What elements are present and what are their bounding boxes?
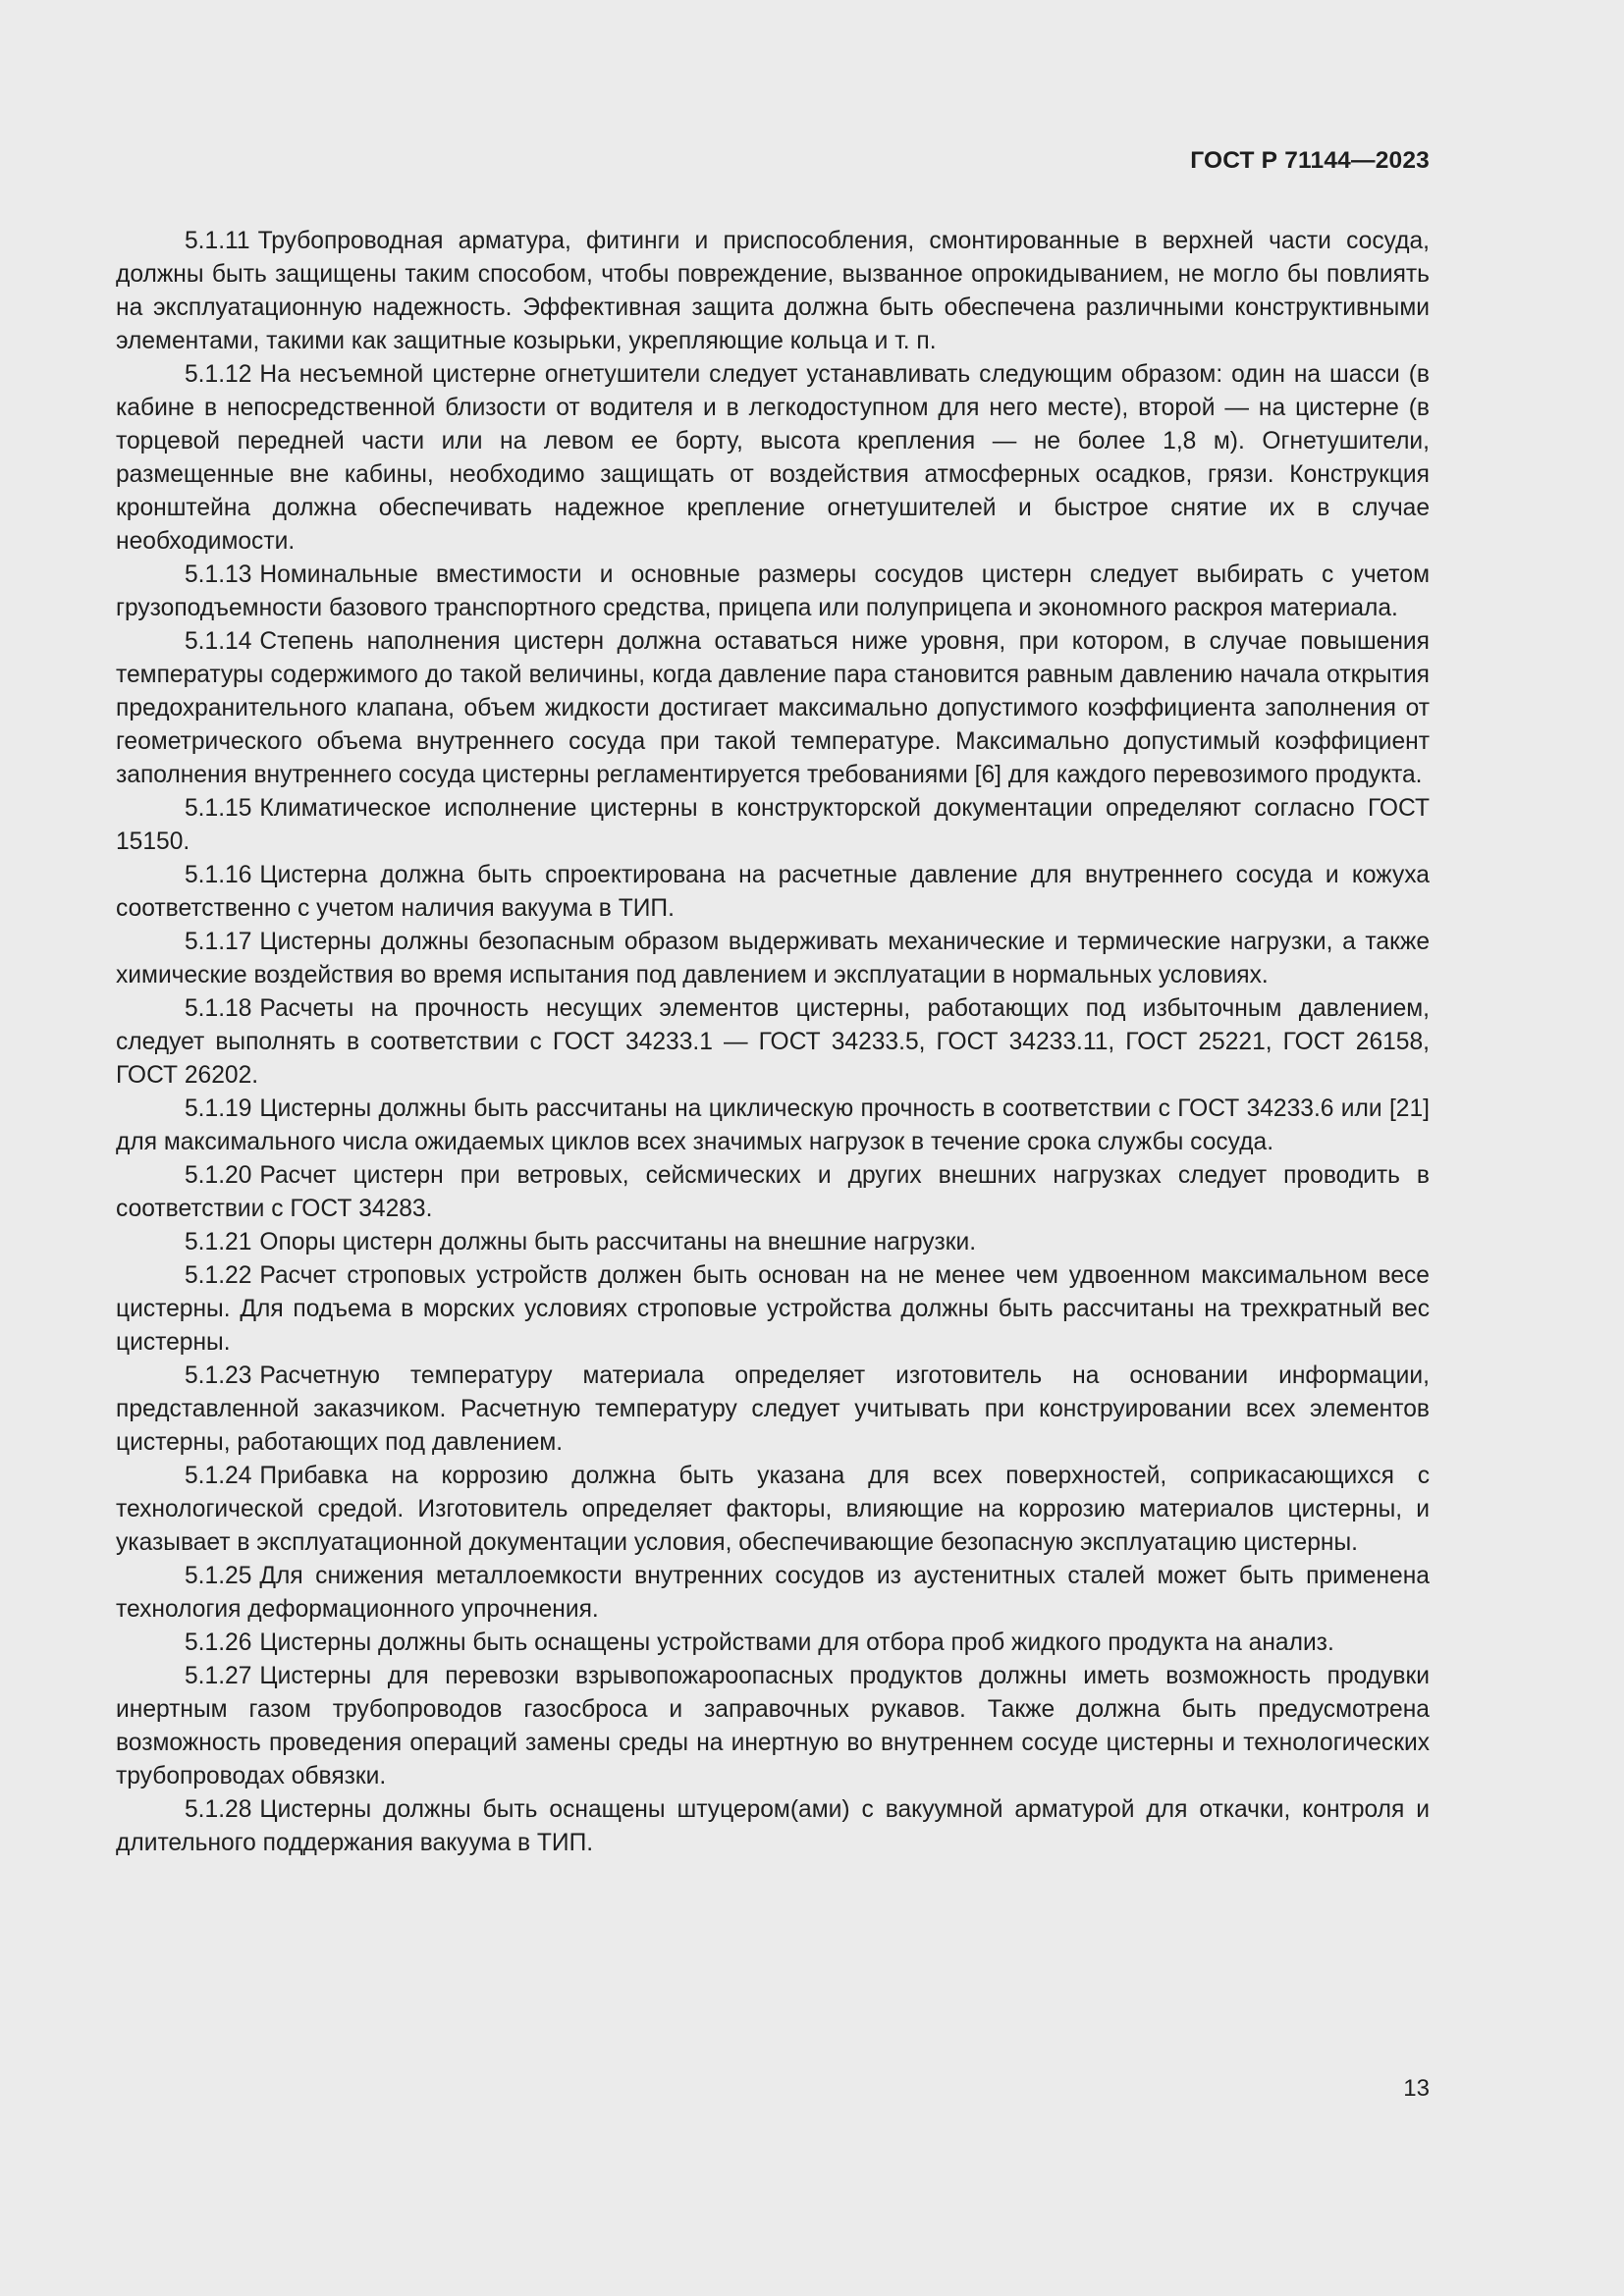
clause-text: Расчет цистерн при ветровых, сейсмических и других внешних нагрузках следует проводить в соответствии с ГОСТ 34283. [116,1162,1430,1222]
clause-paragraph [116,1627,1430,1660]
clause-paragraph [116,859,1430,926]
clause-text: Цистерны должны быть рассчитаны на циклическую прочность в соответствии с ГОСТ 34233.6 или [21] для максимального числа ожидаемых циклов всех значимых нагрузок в течение срока службы сосуда. [116,1095,1430,1155]
clause-number: 5.1.26 [185,1629,252,1656]
clause-text: Трубопроводная арматура, фитинги и приспособления, смонтированные в верхней части сосуда, должны быть защищены таким способом, чтобы повреждение, вызванное опрокидыванием, не могло бы повлиять на эксплуатационную надежность. Эффективная защита должна быть обеспечена различными конструктивными элементами, такими как защитные козырьки, укрепляющие кольца и т. п. [116,228,1430,354]
clause-text: Прибавка на коррозию должна быть указана для всех поверхностей, соприкасающихся с технологической средой. Изготовитель определяет факторы, влияющие на коррозию материалов цистерны, и указывает в эксплуатационной документации условия, обеспечивающие безопасную эксплуатацию цистерны. [116,1463,1430,1556]
clause-text: Для снижения металлоемкости внутренних сосудов из аустенитных сталей может быть применена технология деформационного упрочнения. [116,1563,1430,1623]
clause-paragraph [116,1259,1430,1360]
clause-text: Цистерны для перевозки взрывопожароопасных продуктов должны иметь возможность продувки инертным газом трубопроводов газосброса и заправочных рукавов. Также должна быть предусмотрена возможность проведения операций замены среды на инертную во внутреннем сосуде цистерны и технологических трубопроводах обвязки. [116,1663,1430,1789]
clause-text: Цистерна должна быть спроектирована на расчетные давление для внутреннего сосуда и кожуха соответственно с учетом наличия вакуума в ТИП. [116,862,1430,922]
clause-paragraph [116,1159,1430,1226]
clause-paragraph [116,1093,1430,1159]
clause-text: Степень наполнения цистерн должна оставаться ниже уровня, при котором, в случае повышения температуры содержимого до такой величины, когда давление пара становится равным давлению начала открытия предохранительного клапана, объем жидкости достигает максимально допустимого коэффициента заполнения от геометрического объема внутреннего сосуда при такой температуре. Максимально допустимый коэффициент заполнения внутреннего сосуда цистерны регламентируется требованиями [6] для каждого перевозимого продукта. [116,628,1430,788]
clause-text: На несъемной цистерне огнетушители следует устанавливать следующим образом: один на шасси (в кабине в непосредственной близости от водителя и в легкодоступном для него месте), второй — на цистерне (в торцевой передней части или на левом ее борту, высота крепления — не более 1,8 м). Огнетушители, размещенные вне кабины, необходимо защищать от воздействия атмосферных осадков, грязи. Конструкция кронштейна должна обеспечивать надежное крепление огнетушителей и быстрое снятие их в случае необходимости. [116,361,1430,555]
clause-paragraph [116,559,1430,625]
clause-number: 5.1.28 [185,1796,252,1823]
clause-number: 5.1.23 [185,1362,252,1389]
clause-number: 5.1.12 [185,361,252,388]
document-body [116,225,1430,1860]
clause-number: 5.1.27 [185,1663,252,1689]
clause-paragraph [116,1660,1430,1793]
standard-designation: ГОСТ Р 71144—2023 [1190,147,1430,174]
clause-paragraph [116,1560,1430,1627]
clause-number: 5.1.21 [185,1229,252,1255]
clause-number: 5.1.19 [185,1095,252,1122]
clause-number: 5.1.24 [185,1463,252,1489]
clause-number: 5.1.18 [185,995,252,1022]
clause-number: 5.1.13 [185,561,252,588]
clause-paragraph [116,1793,1430,1860]
clause-paragraph [116,792,1430,859]
clause-paragraph [116,625,1430,792]
clause-text: Расчеты на прочность несущих элементов цистерны, работающих под избыточным давлением, следует выполнять в соответствии с ГОСТ 34233.1 — ГОСТ 34233.5, ГОСТ 34233.11, ГОСТ 25221, ГОСТ 26158, ГОСТ 26202. [116,995,1430,1089]
clause-number: 5.1.20 [185,1162,252,1189]
clause-paragraph [116,1460,1430,1560]
clause-paragraph [116,358,1430,559]
clause-number: 5.1.16 [185,862,252,888]
clause-number: 5.1.14 [185,628,252,655]
clause-paragraph [116,225,1430,358]
clause-number: 5.1.15 [185,795,252,822]
clause-text: Номинальные вместимости и основные размеры сосудов цистерн следует выбирать с учетом грузоподъемности базового транспортного средства, прицепа или полуприцепа и экономного раскроя материала. [116,561,1430,621]
clause-text: Цистерны должны быть оснащены устройствами для отбора проб жидкого продукта на анализ. [259,1629,1334,1656]
clause-number: 5.1.25 [185,1563,252,1589]
clause-text: Расчет строповых устройств должен быть основан на не менее чем удвоенном максимальном весе цистерны. Для подъема в морских условиях строповые устройства должны быть рассчитаны на трехкратный вес цистерны. [116,1262,1430,1356]
clause-text: Расчетную температуру материала определяет изготовитель на основании информации, представленной заказчиком. Расчетную температуру следует учитывать при конструировании всех элементов цистерны, работающих под давлением. [116,1362,1430,1456]
clause-number: 5.1.22 [185,1262,252,1289]
clause-text: Цистерны должны безопасным образом выдерживать механические и термические нагрузки, а также химические воздействия во время испытания под давлением и эксплуатации в нормальных условиях. [116,929,1430,988]
clause-text: Цистерны должны быть оснащены штуцером(ами) с вакуумной арматурой для откачки, контроля и длительного поддержания вакуума в ТИП. [116,1796,1430,1856]
clause-paragraph [116,1360,1430,1460]
clause-text: Климатическое исполнение цистерны в конструкторской документации определяют согласно ГОСТ 15150. [116,795,1430,855]
clause-paragraph [116,926,1430,992]
clause-number: 5.1.11 [185,228,250,254]
clause-paragraph [116,992,1430,1093]
clause-paragraph [116,1226,1430,1259]
page-number: 13 [1403,2075,1430,2102]
clause-text: Опоры цистерн должны быть рассчитаны на внешние нагрузки. [259,1229,977,1255]
clause-number: 5.1.17 [185,929,252,955]
